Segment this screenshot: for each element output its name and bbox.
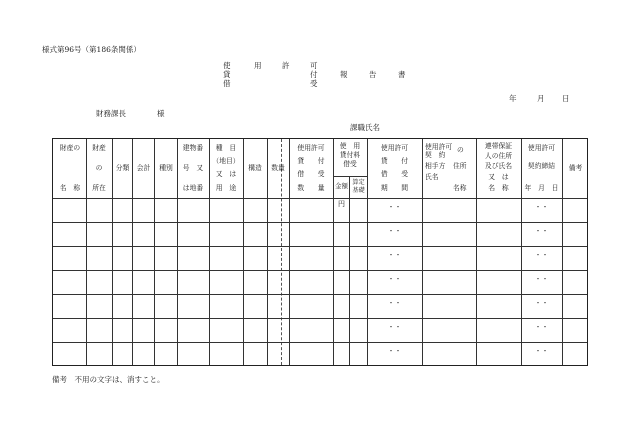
date-day: 日 <box>562 94 570 103</box>
header-permit-qty-1: 使用許可 <box>297 144 325 152</box>
title-char: 告 <box>369 70 377 79</box>
header-guarantor-2: 人の住所 <box>484 152 513 160</box>
header-guarantor-4: 又 は <box>488 173 509 181</box>
header-party-4: 相手方 <box>425 162 446 170</box>
period-date-placeholder: ・・ <box>387 347 402 355</box>
period-date-placeholder: ・・ <box>387 227 402 235</box>
header-period-3: 借 受 <box>380 170 409 178</box>
header-fee-basis-2: 基礎 <box>352 187 365 194</box>
header-contract-2: 契約締結 <box>527 162 556 170</box>
header-fee-amount: 金額 <box>335 182 348 190</box>
header-party-3: の <box>457 146 464 154</box>
form-number: 様式第96号（第186条関係） <box>42 45 141 54</box>
contract-date-placeholder: ・・ <box>534 323 549 331</box>
header-permit-qty-4: 数 量 <box>297 184 325 192</box>
period-date-placeholder: ・・ <box>387 275 402 283</box>
header-party-1: 使用許可 <box>425 143 453 151</box>
header-fee-basis-1: 算定 <box>352 179 365 186</box>
addressee-honorific: 様 <box>157 109 165 118</box>
title-char: 可 <box>310 61 318 70</box>
header-period-1: 使用許可 <box>380 144 409 152</box>
contract-date-placeholder: ・・ <box>534 275 549 283</box>
addressee-name: 財務課長 <box>96 109 126 118</box>
header-party-2: 契 約 <box>425 151 446 159</box>
header-location-2: の <box>95 164 103 172</box>
header-fee-1: 使 用 <box>339 142 361 150</box>
header-remarks: 備考 <box>568 164 583 172</box>
report-table <box>52 138 588 366</box>
title-char: 使 <box>223 61 231 70</box>
title-char: 報 <box>340 70 348 79</box>
header-party-5: 住所 <box>453 162 467 170</box>
header-fee-3: 借受 <box>343 160 357 168</box>
header-category: 種別 <box>159 164 173 172</box>
date-year: 年 <box>509 94 517 103</box>
header-contract-3: 年 月 日 <box>524 184 559 192</box>
period-date-placeholder: ・・ <box>387 203 402 211</box>
header-guarantor-5: 名 称 <box>488 184 509 192</box>
contract-date-placeholder: ・・ <box>534 203 549 211</box>
date-month: 月 <box>537 94 545 103</box>
header-building-3: は地番 <box>182 184 204 192</box>
title-char: 用 <box>254 61 262 70</box>
header-permit-qty-3: 借 受 <box>297 170 325 178</box>
header-property-name-1: 財産の <box>59 144 81 152</box>
header-account: 会計 <box>136 164 151 172</box>
contract-date-placeholder: ・・ <box>534 347 549 355</box>
header-building-1: 建物番 <box>182 144 204 152</box>
header-structure: 構造 <box>248 164 262 172</box>
header-contract-1: 使用許可 <box>527 144 556 152</box>
header-party-7: 名称 <box>453 184 467 192</box>
header-building-2: 号 又 <box>182 164 204 172</box>
title-char: 付 <box>310 70 318 79</box>
header-permit-qty-2: 貸 付 <box>297 157 325 165</box>
header-classification: 分類 <box>115 164 130 172</box>
contract-date-placeholder: ・・ <box>534 251 549 259</box>
period-date-placeholder: ・・ <box>387 299 402 307</box>
footnote: 備考 不用の文字は、消すこと。 <box>52 375 165 384</box>
contract-date-placeholder: ・・ <box>534 299 549 307</box>
officer-label: 課職氏名 <box>350 123 380 132</box>
title-char: 借 <box>223 79 231 88</box>
header-party-6: 氏名 <box>425 173 439 181</box>
header-type-3: 又 は <box>215 170 237 178</box>
header-period-2: 貸 付 <box>380 157 409 165</box>
period-date-placeholder: ・・ <box>387 251 402 259</box>
header-location-3: 所在 <box>92 184 106 192</box>
title-char: 許 <box>282 61 290 70</box>
header-fee-2: 貸付料 <box>339 151 361 159</box>
header-type-4: 用 途 <box>215 184 237 192</box>
header-guarantor-3: 及び氏名 <box>484 162 513 170</box>
header-type-1: 種 目 <box>215 144 237 152</box>
contract-date-placeholder: ・・ <box>534 227 549 235</box>
header-location-1: 財産 <box>92 144 106 152</box>
title-char: 受 <box>310 79 318 88</box>
title-char: 書 <box>398 70 406 79</box>
header-guarantor-1: 連帯保証 <box>484 142 513 150</box>
header-property-name-2: 名 称 <box>59 184 81 192</box>
yen-unit: 円 <box>338 200 345 208</box>
header-type-2: （地目） <box>212 157 240 165</box>
header-period-4: 期 間 <box>380 184 409 192</box>
period-date-placeholder: ・・ <box>387 323 402 331</box>
title-char: 貸 <box>223 70 231 79</box>
header-quantity: 数量 <box>271 164 285 172</box>
